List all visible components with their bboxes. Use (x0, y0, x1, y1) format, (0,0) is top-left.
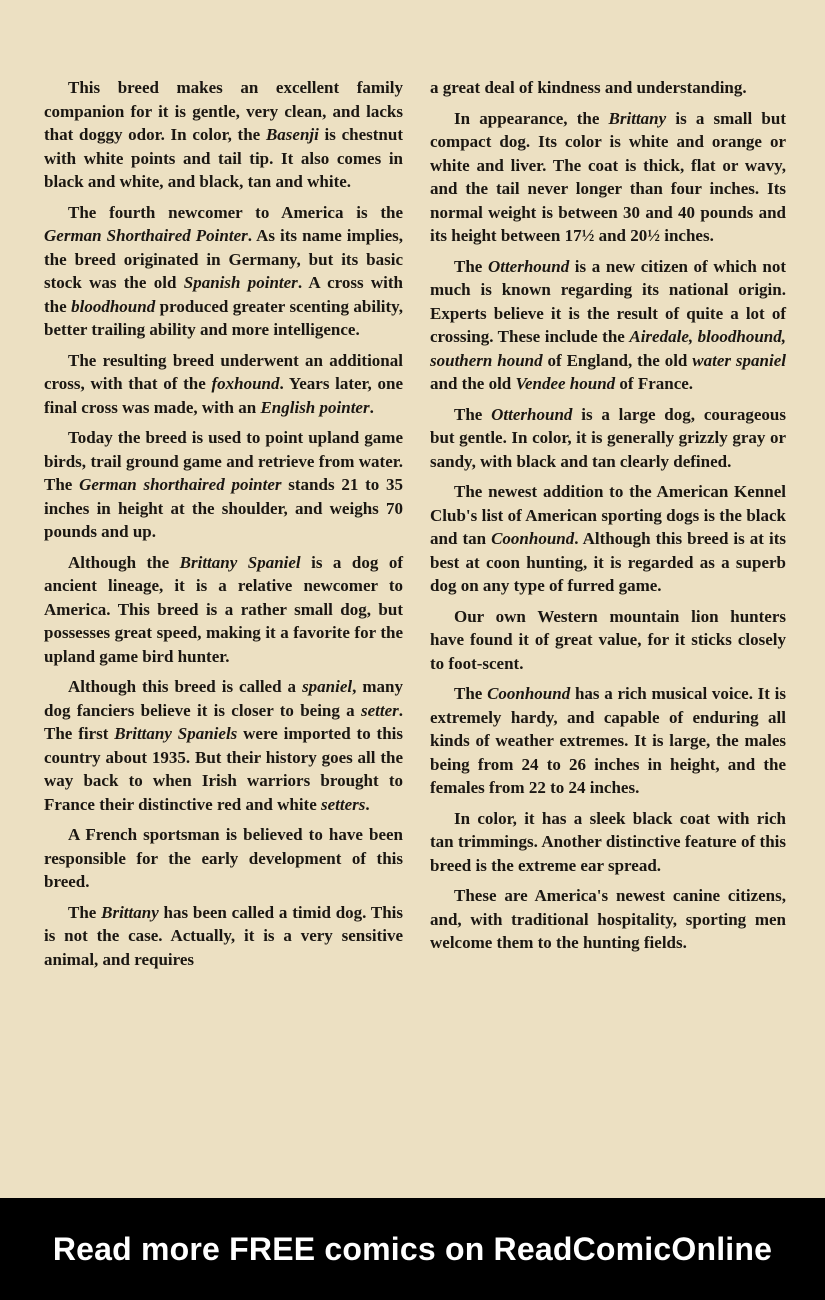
article-paragraph (430, 682, 786, 800)
text-run: The fourth newcomer to America is the (68, 202, 403, 222)
article-paragraph (44, 349, 403, 420)
text-run: stands 21 to 35 inches in height at the shoulder, and weighs 70 pounds and up. (44, 475, 403, 541)
text-run: . Years later, one final cross was made, with an (44, 374, 403, 417)
italic-term: Otterhound (491, 404, 573, 424)
article-paragraph (44, 901, 403, 972)
text-run: These are America's newest canine citizens, and, with traditional hospitality, sporting men welcome them to the hunting fields. (430, 886, 786, 952)
italic-term: English pointer (260, 397, 370, 417)
italic-term: spaniel (302, 677, 353, 696)
italic-term: Brittany Spaniels (114, 724, 238, 743)
text-run: . (369, 397, 374, 417)
article-paragraph (430, 605, 786, 676)
text-run: . As its name implies, the breed originated in Germany, but its basic stock was the old (44, 226, 403, 292)
text-run: The (454, 404, 492, 424)
footer-banner[interactable] (0, 1198, 825, 1300)
text-run: were imported to this country about 1935. But their history goes all the way back to when Irish warriors brought to France their distinctive red and white (44, 724, 404, 814)
text-run: and the old (430, 374, 516, 393)
text-run: . Although this breed is at its best at coon hunting, it is regarded as a superb dog on any type of furred game. (430, 529, 786, 595)
text-run: This breed makes an excellent family companion for it is gentle, very clean, and lacks that doggy odor. In color, the (44, 78, 403, 144)
left-column (44, 76, 403, 978)
text-run: The (68, 902, 102, 922)
italic-term: foxhound (211, 374, 280, 393)
text-run: A French sportsman is believed to have been responsible for the early development of this breed. (44, 825, 403, 891)
text-run: The newest addition to the American Kennel Club's list of American sporting dogs is the black and tan (430, 482, 786, 548)
article-paragraph (44, 551, 403, 669)
article-paragraph (44, 76, 403, 194)
italic-term: setter (360, 700, 399, 720)
text-run: In appearance, the (454, 108, 609, 128)
text-run: has been called a timid dog. This is not the case. Actually, it is a very sensitive animal, and requires (44, 902, 403, 969)
article-paragraph (430, 403, 786, 474)
article-paragraph (44, 675, 403, 816)
italic-term: setters (321, 794, 366, 814)
text-run: of England, the old (542, 350, 693, 370)
italic-term: Airedale, bloodhound, southern hound (430, 327, 786, 370)
italic-term: Coonhound (491, 529, 575, 548)
footer-banner-text[interactable]: Read more FREE comics on ReadComicOnline (52, 1230, 773, 1267)
text-run: is a small but compact dog. Its color is white and orange or white and liver. The coat is thick, flat or wavy, and the tail never longer than four inches. Its normal weight is between 30 and 40 pounds and its height between 17½ and 20½ inches. (430, 108, 786, 245)
text-run: is a dog of ancient lineage, it is a relative newcomer to America. This breed is a rather small dog, but possesses great speed, making it a favorite for the upland game bird hunter. (44, 552, 403, 666)
text-run: In color, it has a sleek black coat with rich tan trimmings. Another distinctive feature of this breed is the extreme ear spread. (430, 808, 786, 875)
italic-term: Basenji (265, 125, 319, 144)
article-paragraph (44, 823, 403, 894)
text-run: The (454, 256, 488, 276)
italic-term: bloodhound (71, 296, 156, 316)
article-paragraph (430, 480, 786, 598)
italic-term: German Shorthaired Pointer (44, 226, 248, 245)
text-run: produced greater scenting ability, better trailing ability and more intelligence. (44, 296, 403, 339)
right-column (430, 76, 786, 962)
italic-term: Coonhound (487, 684, 571, 703)
article-paragraph (430, 807, 786, 878)
italic-term: German shorthaired pointer (79, 475, 282, 494)
text-run: , many dog fanciers believe it is closer to being a (44, 677, 403, 720)
text-run: has a rich musical voice. It is extremely hardy, and capable of enduring all kinds of weather extremes. It is large, the males being from 24 to 26 inches in height, and the females from 22 to 24 inches. (430, 684, 786, 797)
text-run: Although the (68, 552, 180, 572)
text-run: The resulting breed underwent an additional cross, with that of the (44, 350, 403, 393)
italic-term: water spaniel (692, 350, 786, 370)
italic-term: Brittany (608, 108, 667, 128)
text-run: . A cross with the (44, 273, 404, 316)
text-run: The (454, 684, 488, 703)
text-run: a great deal of kindness and understanding. (430, 78, 747, 97)
article-paragraph (430, 255, 786, 396)
text-run: Although this breed is called a (68, 677, 303, 696)
text-run: . The first (44, 700, 403, 743)
text-run: is a new citizen of which not much is known regarding its national origin. Experts believe it is the result of quite a lot of crossing. These include the (430, 256, 787, 346)
text-run: Today the breed is used to point upland game birds, trail ground game and retrieve from water. The (44, 428, 403, 494)
article-paragraph (44, 201, 403, 342)
italic-term: Spanish pointer (183, 273, 298, 292)
article-paragraph (430, 107, 786, 248)
article-paragraph (44, 426, 403, 544)
italic-term: Brittany Spaniel (179, 552, 301, 572)
text-run: of France. (615, 374, 694, 393)
text-run: is chestnut with white points and tail tip. It also comes in black and white, and black, tan and white. (44, 125, 404, 191)
italic-term: Otterhound (487, 256, 570, 276)
italic-term: Vendee hound (515, 374, 616, 393)
article-paragraph (430, 884, 786, 955)
text-run: . (365, 794, 370, 814)
text-run: is a large dog, courageous but gentle. In color, it is generally grizzly gray or sandy, with black and tan clearly defined. (430, 404, 786, 471)
article-paragraph (430, 76, 786, 100)
italic-term: Brittany (101, 902, 159, 922)
text-run: Our own Western mountain lion hunters have found it of great value, for it sticks closely to foot-scent. (430, 606, 786, 673)
